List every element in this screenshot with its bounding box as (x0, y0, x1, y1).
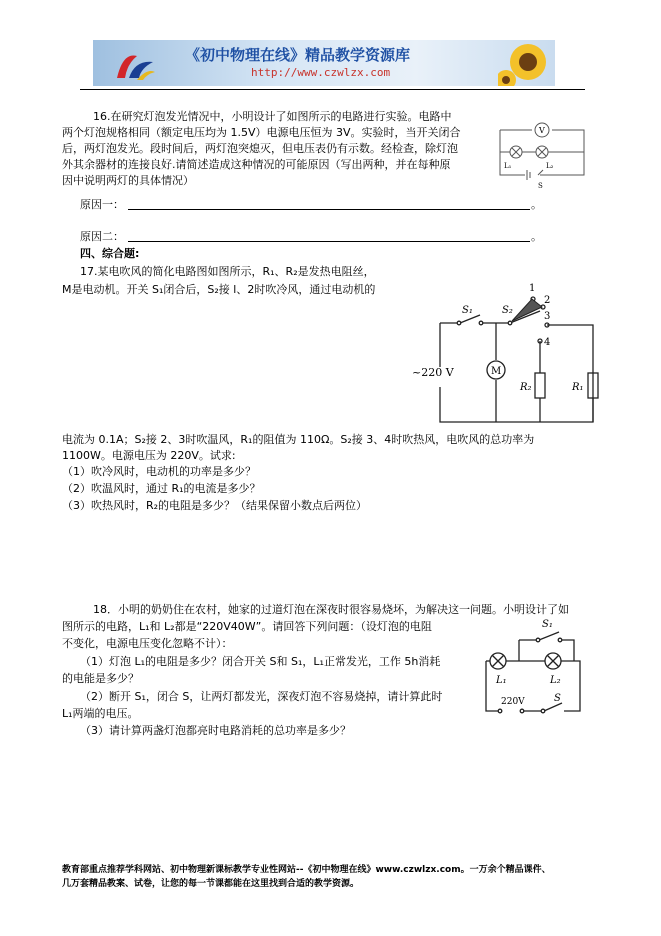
r1-label: R₁ (572, 382, 584, 393)
reason2-label: 原因二： (80, 230, 124, 243)
site-logo-icon (113, 46, 157, 82)
reason2-end: 。 (531, 230, 542, 243)
voltmeter-label: V (539, 126, 545, 135)
switch-label: S (538, 182, 543, 190)
lamp1-label: L₁ (496, 675, 507, 686)
q17-line: 1100W。电源电压为 220V。试求: (62, 449, 236, 462)
terminal-2: 2 (544, 295, 551, 306)
q16-circuit-diagram (480, 110, 590, 192)
reason1-end: 。 (531, 198, 542, 211)
header-divider (80, 89, 585, 90)
source-label: 220V (501, 697, 525, 707)
header-banner (93, 40, 555, 86)
q17-line: M是电动机。开关 S₁闭合后，S₂接 l、2时吹冷风，通过电动机的 (62, 283, 376, 296)
switch2-label: S₂ (502, 305, 513, 316)
q18-line: （2）断开 S₁，闭合 S，让两灯都发光，深夜灯泡不容易烧掉，请计算此时 (80, 690, 443, 703)
reason2-answer-line (128, 241, 530, 242)
section-title: 四、综合题: (80, 247, 140, 260)
q18-line: （1）灯泡 L₁的电阻是多少？闭合开关 S和 S₁，L₁正常发光，工作 5h消耗 (80, 655, 441, 668)
r2-label: R₂ (520, 382, 532, 393)
footer-line: 几万套精品教案、试卷，让您的每一节课都能在这里找到合适的教学资源。 (62, 879, 360, 889)
terminal-4: 4 (544, 337, 551, 348)
reason1-answer-line (128, 209, 530, 210)
q17-subquestion: （1）吹冷风时，电动机的功率是多少？ (62, 465, 256, 478)
q18-line: 不变化，电源电压变化忽略不计）： (62, 637, 233, 650)
footer-line: 教育部重点推荐学科网站、初中物理新课标教学专业性网站--《初中物理在线》www.czwlzx.com。一万余个精品课件、 (62, 865, 551, 875)
banner-url[interactable]: http://www.czwlzx.com (251, 66, 391, 79)
terminal-1: 1 (529, 283, 536, 294)
q17-circuit-diagram (408, 277, 604, 425)
q16-line: 因中说明两灯的具体情况） (62, 174, 194, 187)
switch-label: S (554, 693, 561, 704)
q18-circuit-diagram (474, 617, 599, 717)
q18-line: L₁两端的电压。 (62, 707, 139, 720)
lamp1-label: L₁ (504, 162, 512, 170)
q16-line: 两个灯泡规格相同（额定电压均为 1.5V）电源电压恒为 3V。实验时，当开关闭合 (62, 126, 461, 139)
switch1-label: S₁ (462, 305, 473, 316)
switch1-label: S₁ (542, 619, 553, 630)
sunflower-icon (498, 40, 555, 86)
source-label: ~220 V (412, 366, 454, 379)
q18-line: 图所示的电路，L₁和 L₂都是“220V40W”。请回答下列问题：（设灯泡的电阻 (62, 620, 432, 633)
lamp2-label: L₂ (550, 675, 561, 686)
q17-line: 17.某电吹风的简化电路图如图所示，R₁、R₂是发热电阻丝， (80, 265, 375, 278)
reason1-label: 原因一： (80, 198, 124, 211)
q17-subquestion: （2）吹温风时，通过 R₁的电流是多少？ (62, 482, 261, 495)
q16-line: 16.在研究灯泡发光情况中，小明设计了如图所示的电路进行实验。电路中 (93, 110, 452, 123)
terminal-3: 3 (544, 311, 551, 322)
q18-line: 18．小明的奶奶住在农村，她家的过道灯泡在深夜时很容易烧坏，为解决这一问题。小明设计了如 (93, 603, 569, 616)
q18-line: （3）请计算两盏灯泡都亮时电路消耗的总功率是多少？ (80, 724, 351, 737)
motor-label: M (491, 366, 502, 377)
lamp2-label: L₂ (546, 162, 554, 170)
q16-line: 外其余器材的连接良好.请简述造成这种情况的可能原因（写出两种，并在每种原 (62, 158, 451, 171)
q17-subquestion: （3）吹热风时，R₂的电阻是多少？（结果保留小数点后两位） (62, 499, 368, 512)
q16-line: 后，两灯泡发光。段时间后，两灯泡突熄灭，但电压表仍有示数。经检查，除灯泡 (62, 142, 458, 155)
q18-line: 的电能是多少？ (62, 672, 139, 685)
banner-title: 《初中物理在线》精品教学资源库 (185, 46, 411, 64)
q17-line: 电流为 0.1A；S₂接 2、3时吹温风，R₁的阻值为 110Ω。S₂接 3、4时吹热风，电吹风的总功率为 (62, 433, 535, 446)
